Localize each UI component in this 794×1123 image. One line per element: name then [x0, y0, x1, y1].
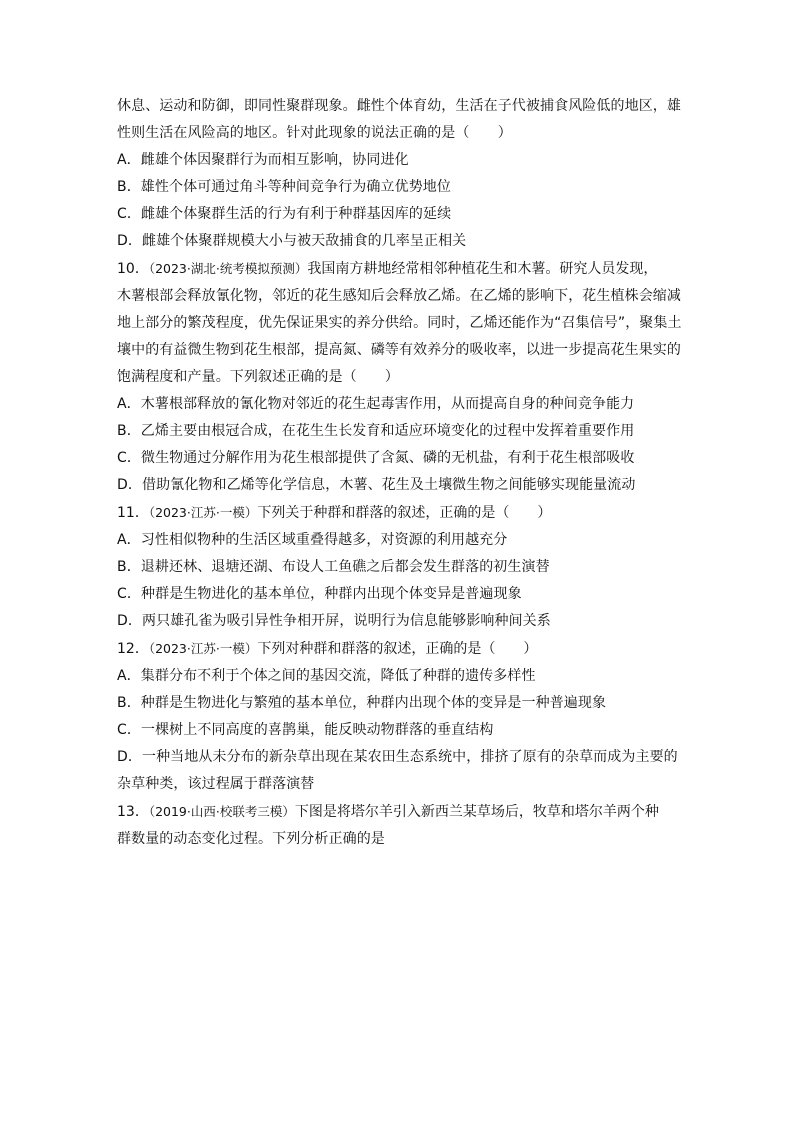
question-13-heading — [117, 798, 679, 826]
question-page — [117, 93, 682, 853]
question-12-option-b: B．种群是生物进化与繁殖的基本单位，种群内出现个体的变异是一种普遍现象 — [117, 695, 607, 711]
question-13-stem-start: 下图是将塔尔羊引入新西兰某草场后，牧草和塔尔羊两个种 — [294, 804, 659, 820]
question-11-heading — [117, 499, 679, 527]
question-10 — [117, 255, 682, 499]
question-12-number: 12． — [117, 641, 149, 657]
question-12-source: （2023·江苏·一模） — [148, 641, 258, 656]
question-9-option-b: B．雄性个体可通过角斗等种间竞争行为确立优势地位 — [117, 179, 452, 195]
question-10-stem-line-5: 饱满程度和产量。下列叙述正确的是（ ） — [117, 369, 399, 385]
question-11-option-b: B．退耕还林、退塘还湖、布设人工鱼礁之后都会发生群落的初生演替 — [117, 559, 550, 575]
question-11-stem: 下列关于种群和群落的叙述，正确的是（ ） — [257, 505, 552, 521]
question-12-option-d: D．一种当地从未分布的新杂草出现在某农田生态系统中，排挤了原有的杂草而成为主要的 — [117, 749, 678, 765]
question-9-stem-line-1: 休息、运动和防御，即同性聚群现象。雌性个体育幼，生活在子代被捕食风险低的地区，雄 — [117, 98, 681, 114]
question-12-option-d-continued: 杂草种类，该过程属于群落演替 — [117, 776, 315, 792]
question-10-stem-line-4: 壤中的有益微生物到花生根部，提高氮、磷等有效养分的吸收率，以进一步提高花生果实的 — [117, 342, 681, 358]
question-10-option-a: A．木薯根部释放的氰化物对邻近的花生起毒害作用，从而提高自身的种间竞争能力 — [117, 396, 635, 412]
question-12-stem: 下列对种群和群落的叙述，正确的是（ ） — [257, 641, 538, 657]
question-9-option-d: D．雌雄个体聚群规模大小与被天敌捕食的几率呈正相关 — [117, 233, 467, 249]
question-12-heading — [117, 635, 679, 663]
question-10-option-d: D．借助氰化物和乙烯等化学信息，木薯、花生及土壤微生物之间能够实现能量流动 — [117, 477, 636, 493]
question-13 — [117, 798, 679, 853]
question-9-option-c: C．雌雄个体聚群生活的行为有利于种群基因库的延续 — [117, 206, 452, 222]
question-11-option-c: C．种群是生物进化的基本单位，种群内出现个体变异是普遍现象 — [117, 586, 522, 602]
question-11-number: 11． — [117, 505, 149, 521]
question-10-stem-line-2: 木薯根部会释放氰化物，邻近的花生感知后会释放乙烯。在乙烯的影响下，花生植株会缩减 — [117, 288, 681, 304]
question-10-heading — [117, 255, 679, 283]
question-10-stem-line-3: 地上部分的繁茂程度，优先保证果实的养分供给。同时，乙烯还能作为“召集信号”，聚集土 — [117, 315, 682, 331]
question-13-source: （2019·山西·校联考三模） — [148, 804, 295, 819]
question-10-option-c: C．微生物通过分解作用为花生根部提供了含氮、磷的无机盐，有利于花生根部吸收 — [117, 450, 635, 466]
question-11-option-a: A．习性相似物种的生活区域重叠得越多，对资源的利用越充分 — [117, 532, 508, 548]
question-12-option-a: A．集群分布不利于个体之间的基因交流，降低了种群的遗传多样性 — [117, 668, 536, 684]
question-12 — [117, 635, 679, 798]
question-13-number: 13． — [117, 804, 149, 820]
question-10-stem-start: 我国南方耕地经常相邻种植花生和木薯。研究人员发现， — [307, 261, 658, 277]
question-9-option-a: A．雌雄个体因聚群行为而相互影响，协同进化 — [117, 152, 409, 168]
question-10-number: 10． — [117, 261, 149, 277]
question-11 — [117, 499, 679, 635]
question-12-option-c: C．一棵树上不同高度的喜鹊巢，能反映动物群落的垂直结构 — [117, 722, 494, 738]
question-10-option-b: B．乙烯主要由根冠合成，在花生生长发育和适应环境变化的过程中发挥着重要作用 — [117, 423, 635, 439]
question-9-stem-line-2: 性则生活在风险高的地区。针对此现象的说法正确的是（ ） — [117, 125, 512, 141]
question-11-option-d: D．两只雄孔雀为吸引异性争相开屏，说明行为信息能够影响种间关系 — [117, 613, 551, 629]
question-11-source: （2023·江苏·一模） — [148, 505, 258, 520]
question-9 — [117, 93, 679, 255]
question-13-stem-line-2: 群数量的动态变化过程。下列分析正确的是 — [117, 831, 385, 847]
question-10-source: （2023·湖北·统考模拟预测） — [148, 261, 308, 276]
